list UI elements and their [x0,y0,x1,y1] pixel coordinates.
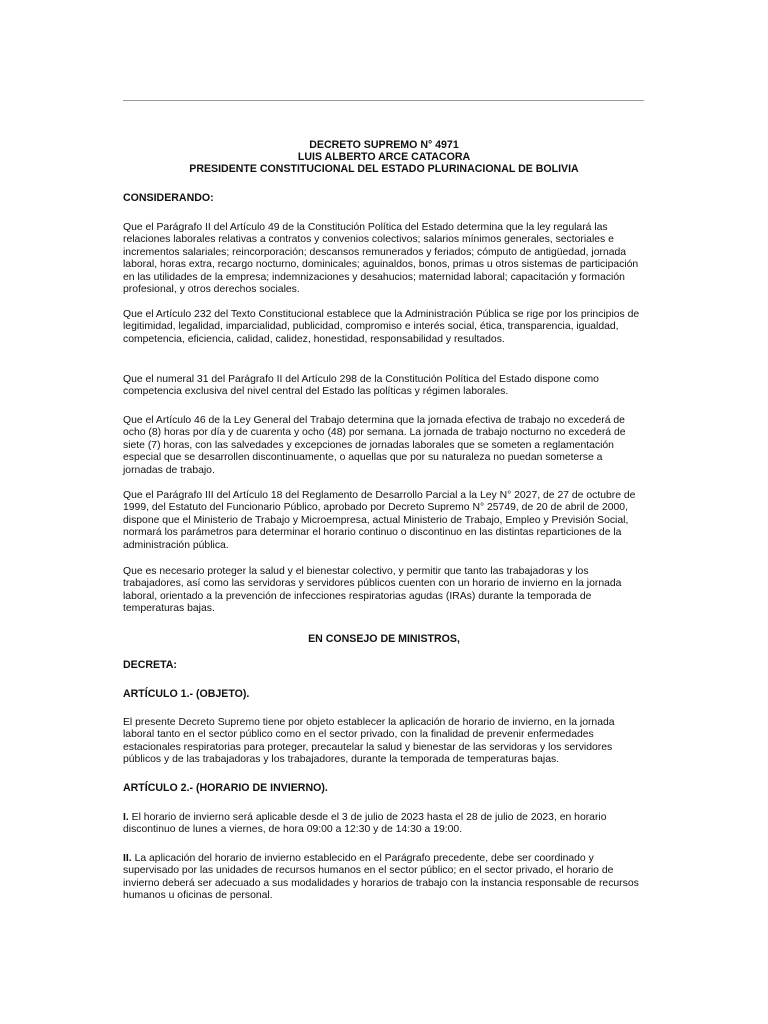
considerando-paragraph-5: Que el Parágrafo III del Artículo 18 del Reglamento de Desarrollo Parcial a la Ley N° 2027, de 27 de octubre de 1999, del Estatuto del Funcionario Público, aprobado por Decreto Supremo N° 25749, de 20 de abril de 2000, dispone que el Ministerio de Trabajo y Microempresa, actual Ministerio de Trabajo, Empleo y Previsión Social, normará los parámetros para determinar el horario continuo o discontinuo en las distintas reparticiones de la administración pública. [123,490,636,551]
paragraph-label: I. [123,812,129,823]
considerando-paragraph-4: Que el Artículo 46 de la Ley General del Trabajo determina que la jornada efectiva de trabajo no excederá de ocho (8) horas por día y de cuarenta y ocho (48) por semana. La jornada de trabajo nocturno no excederá de siete (7) horas, con las salvedades y excepciones de jornadas laborales que se someten a reglamentación especial que se desarrollen discontinuamente, o aquellas que por su naturaleza no puedan someterse a jornadas de trabajo. [123,415,626,476]
considerando-paragraph-6: Que es necesario proteger la salud y el bienestar colectivo, y permitir que tanto las trabajadoras y los trabajadores, así como las servidoras y servidores públicos cuenten con un horario de invierno en la jornada laboral, orientado a la prevención de infecciones respiratorias agudas (IRAs) durante la temporada de temperaturas bajas. [123,566,622,615]
top-rule [123,100,644,101]
decreta-heading: DECRETA: [123,659,177,671]
article-1-text: El presente Decreto Supremo tiene por objeto establecer la aplicación de horario de invierno, en la jornada laboral tanto en el sector público como en el sector privado, con la finalidad de prevenir enfermedades estacionales respiratorias para proteger, precautelar la salud y bienestar de las servidoras y los servidores públicos y de las trabajadoras y los trabajadores, durante la temporada de temperaturas bajas. [123,717,615,766]
decree-number: DECRETO SUPREMO N° 4971 [309,139,459,151]
president-title: PRESIDENTE CONSTITUCIONAL DEL ESTADO PLURINACIONAL DE BOLIVIA [189,163,579,175]
considerando-paragraph-3: Que el numeral 31 del Parágrafo II del Artículo 298 de la Constitución Política del Estado dispone como competencia exclusiva del nivel central del Estado las políticas y régimen laborales. [123,374,599,398]
paragraph-text: La aplicación del horario de invierno establecido en el Parágrafo precedente, debe ser coordinado y supervisado por las unidades de recursos humanos en el sector público; en el sector privado, el horario de invierno deberá ser adecuado a sus modalidades y horarios de trabajo con la instancia responsable de recursos humanos u oficinas de personal. [123,853,639,902]
paragraph-label: II. [123,853,132,864]
considerando-heading: CONSIDERANDO: [123,192,214,204]
paragraph-text: El horario de invierno será aplicable desde el 3 de julio de 2023 hasta el 28 de julio de 2023, en horario discontinuo de lunes a viernes, de hora 09:00 a 12:30 y de 14:30 a 19:00. [123,812,607,836]
president-name: LUIS ALBERTO ARCE CATACORA [297,151,471,163]
article-2-paragraph-2 [123,853,645,903]
consejo-heading: EN CONSEJO DE MINISTROS, [308,633,460,645]
article-2-paragraph-1 [123,812,645,837]
article-2-title: ARTÍCULO 2.- (HORARIO DE INVIERNO). [123,782,328,794]
considerando-paragraph-2: Que el Artículo 232 del Texto Constitucional establece que la Administración Pública se rige por los principios de legitimidad, legalidad, imparcialidad, publicidad, compromiso e interés social, ética, transparencia, igualdad, competencia, eficiencia, calidad, calidez, honestidad, responsabilidad y resultados. [123,309,640,345]
considerando-paragraph-1: Que el Parágrafo II del Artículo 49 de la Constitución Política del Estado determina que la ley regulará las relaciones laborales relativas a contratos y convenios colectivos; salarios mínimos generales, sectoriales e incrementos salariales; reincorporación; descansos remunerados y feriados; cómputo de antigüedad, jornada laboral, horas extra, recargo nocturno, dominicales; aguinaldos, bonos, primas u otros sistemas de participación en las utilidades de la empresa; indemnizaciones y desahucios; maternidad laboral; capacitación y formación profesional, y otros derechos sociales. [123,222,639,296]
article-1-title: ARTÍCULO 1.- (OBJETO). [123,688,250,700]
